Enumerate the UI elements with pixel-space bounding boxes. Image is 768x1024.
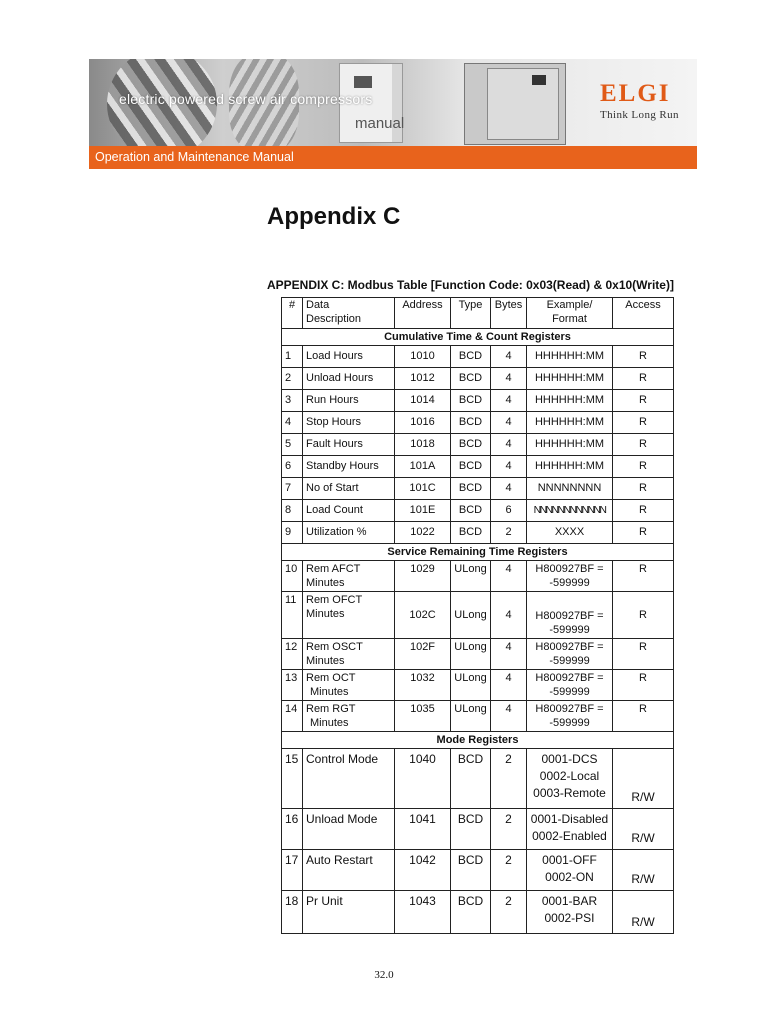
cell-addr: 1043 <box>395 891 451 934</box>
table-row <box>282 749 674 809</box>
table-row <box>282 500 674 522</box>
cell-desc: Fault Hours <box>303 434 395 456</box>
cell-addr: 1022 <box>395 522 451 544</box>
header-example <box>527 298 613 329</box>
header-address: Address <box>395 298 451 329</box>
cell-addr: 1041 <box>395 809 451 850</box>
cell-no: 8 <box>282 500 303 522</box>
cell-no: 11 <box>282 592 303 639</box>
cell-type: BCD <box>451 478 491 500</box>
cell-bytes: 6 <box>491 500 527 522</box>
cell-bytes: 2 <box>491 891 527 934</box>
cell-addr: 1016 <box>395 412 451 434</box>
cell-desc-line2: Minutes <box>306 577 345 589</box>
cell-example-line1: 0001-Disabled <box>530 812 609 826</box>
cell-desc-line1: Rem AFCT <box>306 563 361 575</box>
cell-no: 6 <box>282 456 303 478</box>
banner-photo-area <box>89 59 697 146</box>
cell-desc: Auto Restart <box>303 850 395 891</box>
cell-no: 14 <box>282 701 303 732</box>
cell-type: BCD <box>451 500 491 522</box>
table-row <box>282 592 674 639</box>
cell-no: 5 <box>282 434 303 456</box>
cell-no: 9 <box>282 522 303 544</box>
cell-desc <box>303 561 395 592</box>
compressor-image-open <box>464 63 566 145</box>
cell-bytes: 4 <box>491 701 527 732</box>
cell-no: 2 <box>282 368 303 390</box>
cell-access: R <box>613 346 674 368</box>
cell-desc: Run Hours <box>303 390 395 412</box>
cell-desc-line2: Minutes <box>310 717 349 729</box>
table-row <box>282 701 674 732</box>
table-row <box>282 368 674 390</box>
cell-access: R <box>613 670 674 701</box>
cell-example <box>527 639 613 670</box>
cell-addr: 1014 <box>395 390 451 412</box>
cell-access: R <box>613 368 674 390</box>
cell-example <box>527 891 613 934</box>
cell-type: BCD <box>451 390 491 412</box>
cell-access: R <box>613 412 674 434</box>
cell-no: 4 <box>282 412 303 434</box>
cell-type: BCD <box>451 522 491 544</box>
cell-example <box>527 670 613 701</box>
cell-addr: 101A <box>395 456 451 478</box>
cell-bytes: 2 <box>491 749 527 809</box>
cell-addr: 102F <box>395 639 451 670</box>
cell-type: BCD <box>451 346 491 368</box>
cell-example-line2: 0002-Enabled <box>532 829 607 843</box>
cell-example-line1: H800927BF = <box>535 641 604 653</box>
section-row <box>282 544 674 561</box>
cell-access: R <box>613 592 674 639</box>
cell-desc-line2: Minutes <box>310 686 349 698</box>
cell-example <box>527 850 613 891</box>
table-row <box>282 346 674 368</box>
cell-example-line2: 0002-PSI <box>544 911 595 925</box>
header-example-line1: Example/ <box>546 299 593 311</box>
header-access: Access <box>613 298 674 329</box>
cell-addr: 102C <box>395 592 451 639</box>
cell-bytes: 4 <box>491 456 527 478</box>
cell-bytes: 4 <box>491 592 527 639</box>
cell-addr: 1042 <box>395 850 451 891</box>
cell-desc: Pr Unit <box>303 891 395 934</box>
cell-access: R <box>613 639 674 670</box>
section-cumulative: Cumulative Time & Count Registers <box>282 329 674 346</box>
cell-no: 10 <box>282 561 303 592</box>
section-row <box>282 732 674 749</box>
cell-desc-line1: Rem OFCT <box>306 594 363 606</box>
section-row <box>282 329 674 346</box>
cell-bytes: 4 <box>491 390 527 412</box>
cell-example-line2: 0002-Local <box>539 769 600 783</box>
cell-type: ULong <box>451 670 491 701</box>
cell-bytes: 4 <box>491 434 527 456</box>
page-title: Appendix C <box>267 203 401 230</box>
cell-no: 18 <box>282 891 303 934</box>
cell-type: BCD <box>451 809 491 850</box>
cell-addr: 1035 <box>395 701 451 732</box>
cell-bytes: 4 <box>491 639 527 670</box>
cell-example-line2: -599999 <box>549 686 590 698</box>
cell-desc: Unload Hours <box>303 368 395 390</box>
cell-bytes: 4 <box>491 412 527 434</box>
cell-access: R <box>613 478 674 500</box>
cell-desc: No of Start <box>303 478 395 500</box>
cell-example-line2: 0002-ON <box>545 870 594 884</box>
cell-desc-line2: Minutes <box>306 655 345 667</box>
header-type: Type <box>451 298 491 329</box>
table-header-row <box>282 298 674 329</box>
cell-desc-line2: Minutes <box>306 608 345 620</box>
table-row <box>282 850 674 891</box>
modbus-table <box>281 297 674 934</box>
banner-tagline: electric powered screw air compressors <box>119 91 373 107</box>
table-row <box>282 434 674 456</box>
cell-example <box>527 701 613 732</box>
cell-example-line1: H800927BF = <box>535 703 604 715</box>
cell-no: 7 <box>282 478 303 500</box>
cell-access: R <box>613 522 674 544</box>
cell-desc <box>303 639 395 670</box>
cell-access: R <box>613 561 674 592</box>
banner-strip <box>89 146 697 169</box>
cell-access: R/W <box>613 850 674 891</box>
cell-type: ULong <box>451 561 491 592</box>
header-no: # <box>282 298 303 329</box>
cell-access: R/W <box>613 809 674 850</box>
cell-desc <box>303 592 395 639</box>
cell-type: BCD <box>451 850 491 891</box>
cell-desc: Standby Hours <box>303 456 395 478</box>
table-row <box>282 390 674 412</box>
cell-type: BCD <box>451 434 491 456</box>
cell-bytes: 4 <box>491 368 527 390</box>
cell-no: 13 <box>282 670 303 701</box>
cell-example: NNNNNNNNNNNN <box>527 500 613 522</box>
cell-example-line1: H800927BF = <box>535 672 604 684</box>
cell-desc-line1: Rem OSCT <box>306 641 363 653</box>
cell-example-line2: -599999 <box>549 624 590 636</box>
table-row <box>282 809 674 850</box>
cell-example <box>527 592 613 639</box>
cell-example: HHHHHH:MM <box>527 346 613 368</box>
cell-type: ULong <box>451 701 491 732</box>
brand-tagline: Think Long Run <box>600 109 679 121</box>
header-description-line1: Data <box>306 299 330 311</box>
table-row <box>282 412 674 434</box>
cell-example <box>527 749 613 809</box>
cell-bytes: 2 <box>491 809 527 850</box>
cell-addr: 1018 <box>395 434 451 456</box>
header-description-line2: Description <box>306 313 362 325</box>
cell-no: 12 <box>282 639 303 670</box>
cell-bytes: 2 <box>491 522 527 544</box>
table-row <box>282 670 674 701</box>
cell-no: 3 <box>282 390 303 412</box>
cell-access: R/W <box>613 891 674 934</box>
header-description <box>303 298 395 329</box>
cell-desc: Load Hours <box>303 346 395 368</box>
cell-type: BCD <box>451 891 491 934</box>
header-bytes: Bytes <box>491 298 527 329</box>
cell-addr: 101E <box>395 500 451 522</box>
cell-example-line2: -599999 <box>549 577 590 589</box>
cell-example-line2: -599999 <box>549 717 590 729</box>
cell-addr: 1029 <box>395 561 451 592</box>
table-caption: APPENDIX C: Modbus Table [Function Code: 0x03(Read) & 0x10(Write)] <box>267 278 674 292</box>
cell-type: BCD <box>451 749 491 809</box>
cell-example-line2: -599999 <box>549 655 590 667</box>
cell-example: HHHHHH:MM <box>527 434 613 456</box>
cell-example: HHHHHH:MM <box>527 368 613 390</box>
cell-type: BCD <box>451 456 491 478</box>
cell-addr: 101C <box>395 478 451 500</box>
cell-access: R <box>613 456 674 478</box>
cell-bytes: 4 <box>491 561 527 592</box>
cell-access: R <box>613 434 674 456</box>
section-mode: Mode Registers <box>282 732 674 749</box>
cell-bytes: 4 <box>491 478 527 500</box>
cell-example-line1: 0001-OFF <box>542 853 597 867</box>
cell-access: R <box>613 390 674 412</box>
cell-desc <box>303 701 395 732</box>
table-row <box>282 891 674 934</box>
cell-no: 1 <box>282 346 303 368</box>
cell-example: HHHHHH:MM <box>527 412 613 434</box>
cell-addr: 1040 <box>395 749 451 809</box>
elgi-logo <box>600 81 679 121</box>
table-row <box>282 478 674 500</box>
cell-addr: 1010 <box>395 346 451 368</box>
cell-example: HHHHHH:MM <box>527 456 613 478</box>
cell-addr: 1032 <box>395 670 451 701</box>
manual-type-label: Operation and Maintenance Manual <box>95 150 294 164</box>
cell-no: 15 <box>282 749 303 809</box>
cell-example <box>527 809 613 850</box>
table-row <box>282 561 674 592</box>
cell-access: R <box>613 701 674 732</box>
cell-desc: Load Count <box>303 500 395 522</box>
cell-desc-line1: Rem RGT <box>306 703 356 715</box>
cell-example-line1: 0001-BAR <box>541 894 598 908</box>
table-row <box>282 522 674 544</box>
page-number: 32.0 <box>374 969 394 981</box>
cell-bytes: 4 <box>491 670 527 701</box>
cell-desc: Unload Mode <box>303 809 395 850</box>
cell-no: 17 <box>282 850 303 891</box>
table-row <box>282 456 674 478</box>
cell-example-line3: 0003-Remote <box>533 786 606 800</box>
cell-addr: 1012 <box>395 368 451 390</box>
screw-rotor-image <box>107 59 217 159</box>
cell-example: NNNNNNNN <box>527 478 613 500</box>
cell-example-line1: H800927BF = <box>535 610 604 622</box>
cell-type: ULong <box>451 639 491 670</box>
cell-example: XXXX <box>527 522 613 544</box>
cell-type: BCD <box>451 368 491 390</box>
cell-access: R/W <box>613 749 674 809</box>
header-banner <box>89 59 697 169</box>
section-service: Service Remaining Time Registers <box>282 544 674 561</box>
cell-no: 16 <box>282 809 303 850</box>
cell-example <box>527 561 613 592</box>
header-example-line2: Format <box>552 313 587 325</box>
cell-desc: Control Mode <box>303 749 395 809</box>
cell-desc: Stop Hours <box>303 412 395 434</box>
cell-bytes: 4 <box>491 346 527 368</box>
cell-example-line1: H800927BF = <box>535 563 604 575</box>
cell-desc <box>303 670 395 701</box>
cell-type: ULong <box>451 592 491 639</box>
cell-desc-line1: Rem OCT <box>306 672 356 684</box>
banner-manual-word: manual <box>355 115 405 132</box>
cell-example: HHHHHH:MM <box>527 390 613 412</box>
table-row <box>282 639 674 670</box>
cell-type: BCD <box>451 412 491 434</box>
cell-bytes: 2 <box>491 850 527 891</box>
cell-access: R <box>613 500 674 522</box>
cell-desc: Utilization % <box>303 522 395 544</box>
cell-example-line1: 0001-DCS <box>541 752 598 766</box>
brand-name: ELGI <box>600 80 671 107</box>
